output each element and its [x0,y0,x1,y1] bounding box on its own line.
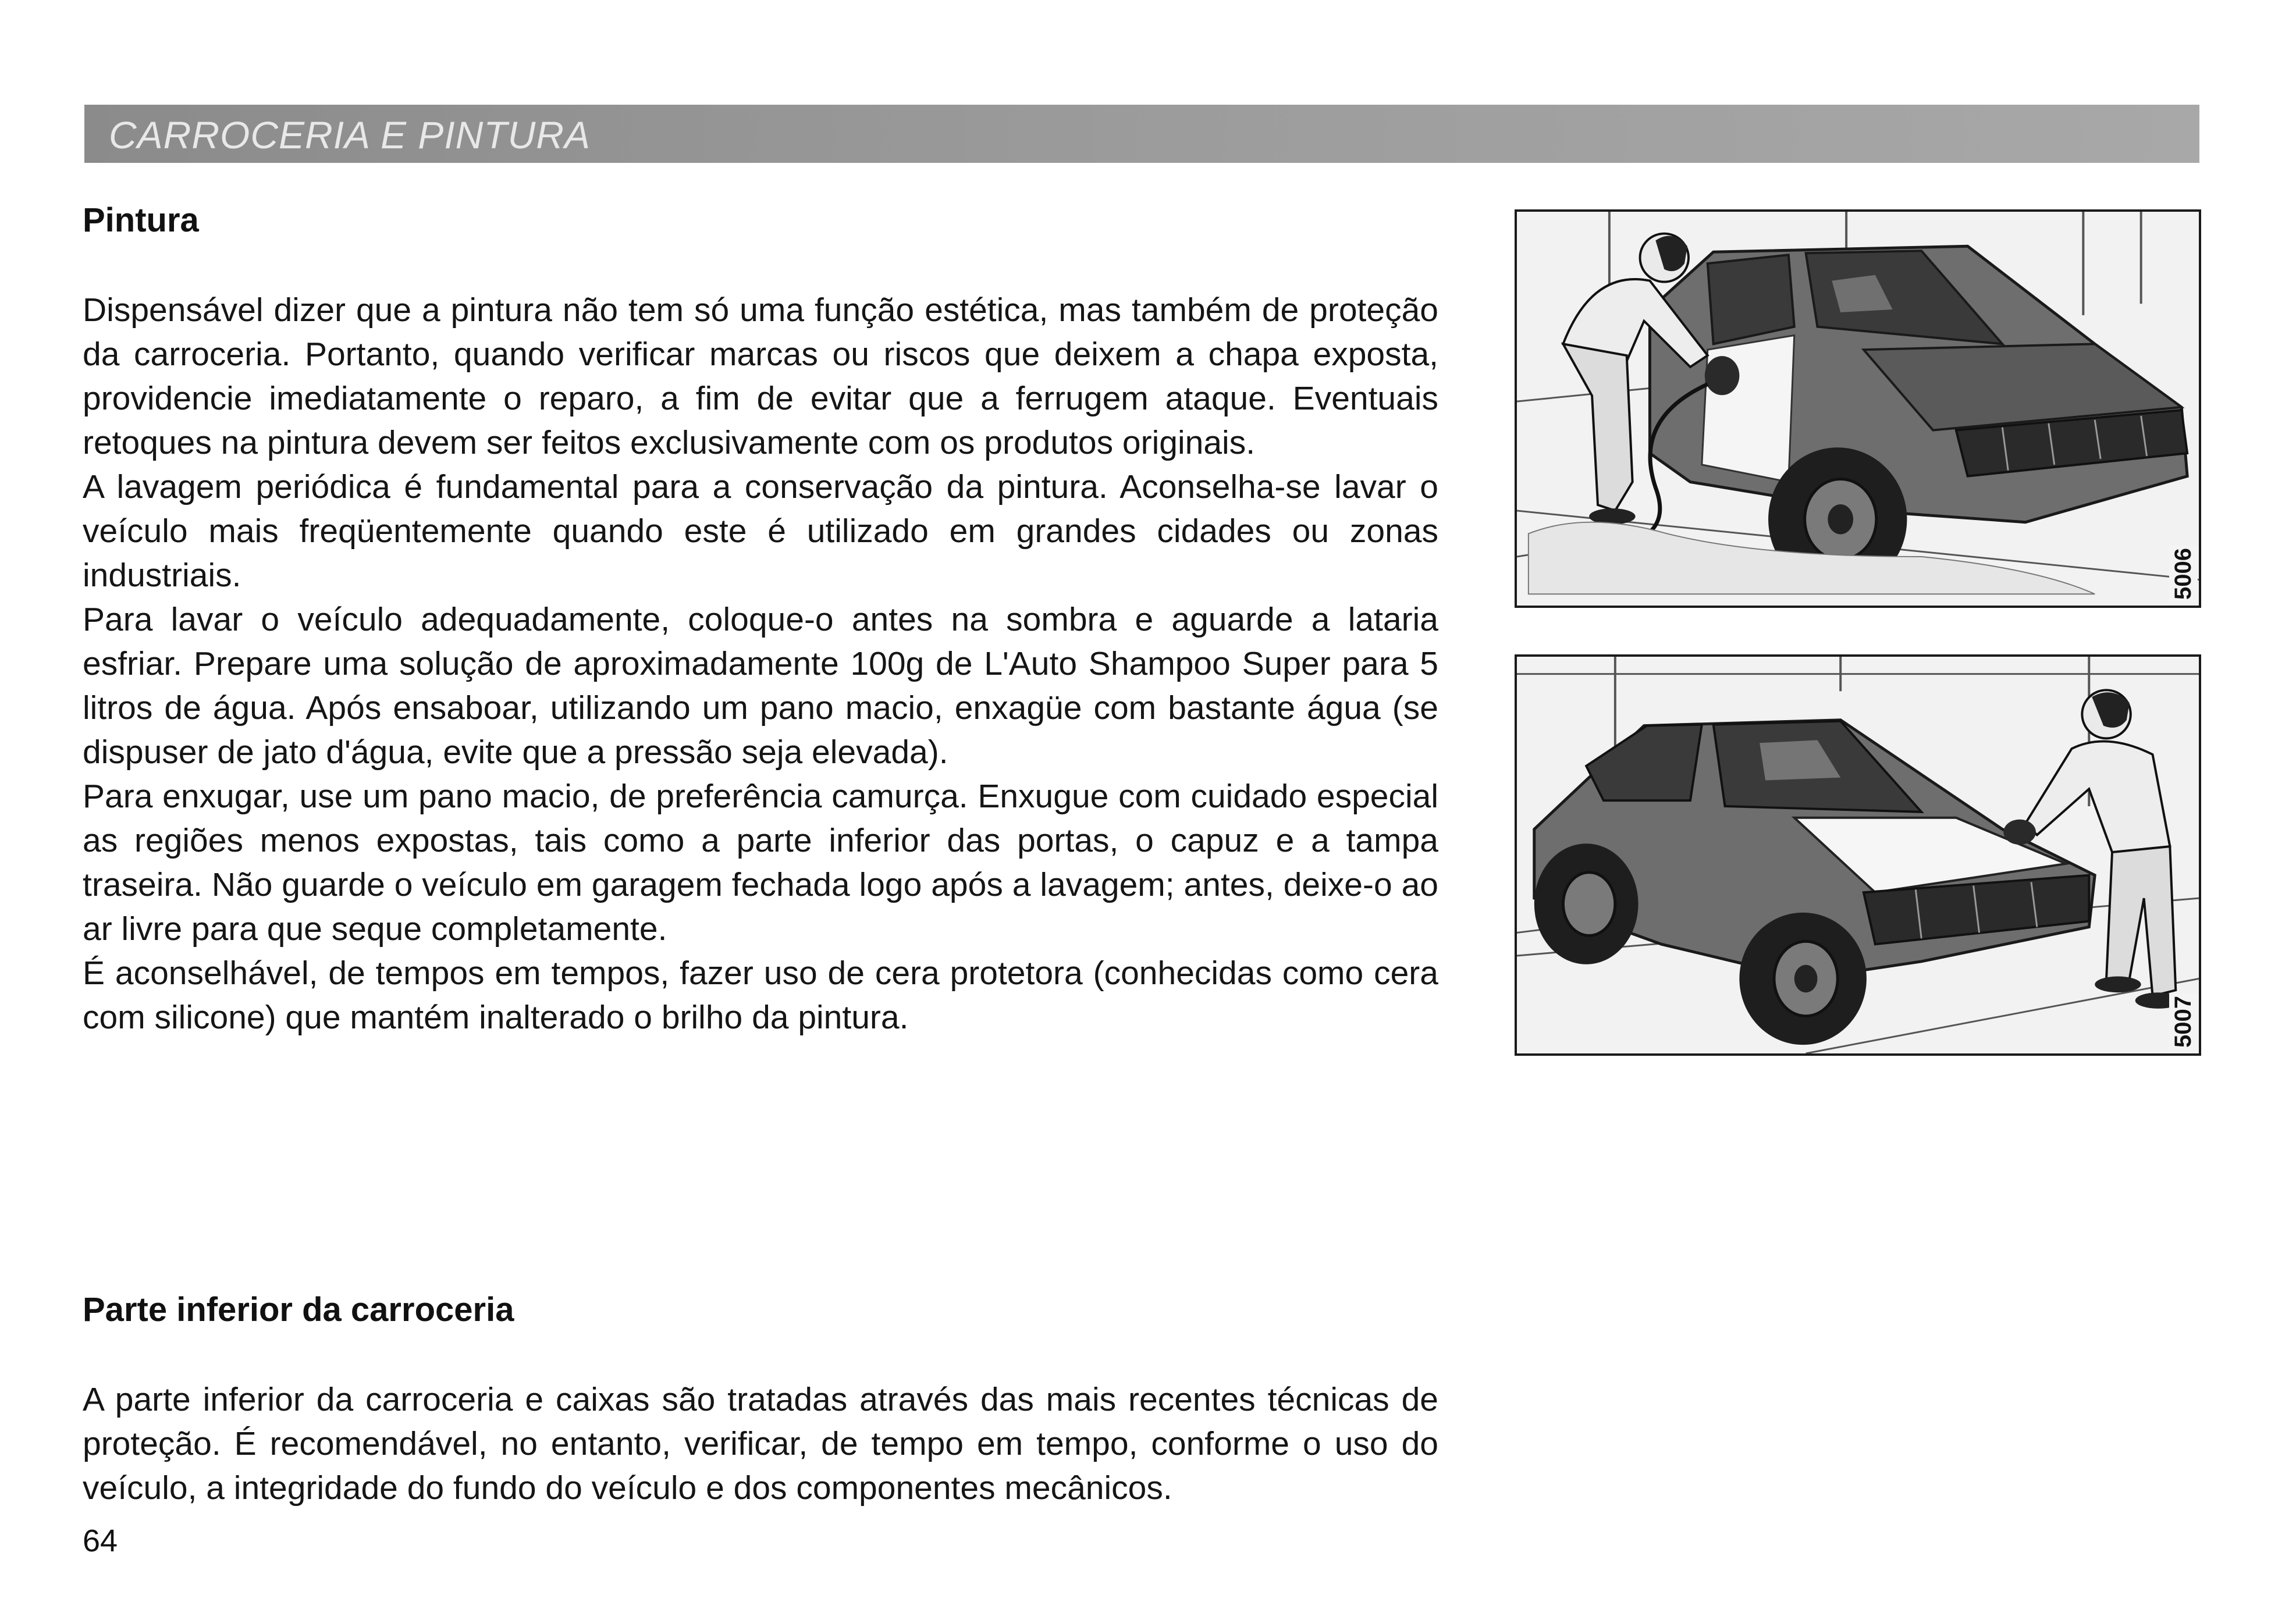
underbody-body [83,1377,1438,1510]
underbody-paragraph-1: A parte inferior da carroceria e caixas são tratadas através das mais recentes técnicas de proteção. É recomendável, no entanto, verificar, de tempo em tempo, conforme o uso do veículo, a integridade do fundo do veículo e dos componentes mecânicos. [83,1381,1438,1507]
underbody-heading: Parte inferior da carroceria [83,1291,514,1329]
figure-code-5006: 5006 [2169,546,2198,602]
paint-paragraph-1: Dispensável dizer que a pintura não tem só uma função estética, mas também de proteção da carroceria. Portanto, quando verificar marcas ou riscos que deixem a chapa exposta, providencie imediatamente o reparo, a fim de evitar que a ferrugem ataque. Eventuais retoques na pintura devem ser feitos exclusivamente com os produtos originais. [83,291,1438,461]
paint-heading: Pintura [83,201,199,239]
waxing-car-illustration [1517,657,2199,1053]
section-header-bar [84,105,2199,163]
page-number: 64 [83,1523,118,1558]
paint-paragraph-4: Para enxugar, use um pano macio, de preferência camurça. Enxugue com cuidado especial as regiões menos expostas, tais como a parte inferior das portas, o capuz e a tampa traseira. Não guarde o veículo em garagem fechada logo após a lavagem; antes, deixe-o ao ar livre para que seque completamente. [83,778,1438,948]
paint-paragraph-3: Para lavar o veículo adequadamente, coloque-o antes na sombra e aguarde a lataria esfriar. Prepare uma solução de aproximadamente 100g de L'Auto Shampoo Super para 5 litros de água. Após ensaboar, utilizando um pano macio, enxagüe com bastante água (se dispuser de jato d'água, evite que a pressão seja elevada). [83,601,1438,771]
washing-car-illustration [1517,212,2199,606]
paint-body [83,288,1438,1039]
paint-paragraph-2: A lavagem periódica é fundamental para a conservação da pintura. Aconselha-se lavar o veículo mais freqüentemente quando este é utilizado em grandes cidades ou zonas industriais. [83,468,1438,594]
figure-waxing-car [1515,654,2201,1056]
paint-paragraph-5: É aconselhável, de tempos em tempos, fazer uso de cera protetora (conhecidas como cera com silicone) que mantém inalterado o brilho da pintura. [83,955,1438,1036]
section-title: CARROCERIA E PINTURA [109,113,591,156]
figure-code-5007: 5007 [2169,994,2198,1050]
figure-washing-car [1515,209,2201,608]
